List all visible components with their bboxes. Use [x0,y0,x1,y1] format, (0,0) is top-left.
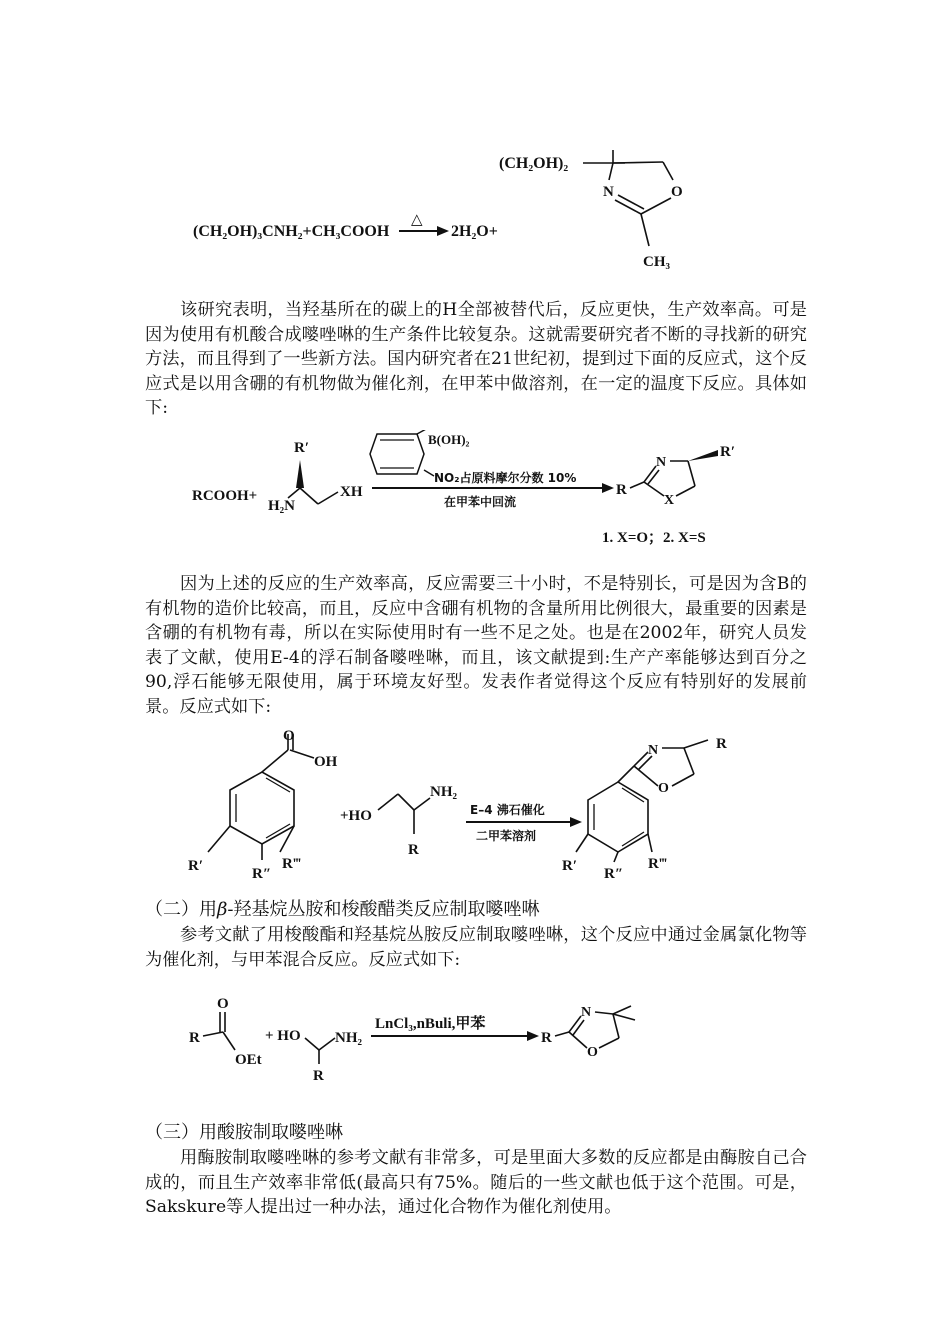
reaction-3-r3: R‴ [282,856,302,872]
reaction-3-bond [576,834,588,852]
reaction-3-product-ring [588,782,648,852]
reaction-2-r-prime: R′ [294,440,310,456]
reaction-4-aminoalcohol: + HO [265,1028,301,1044]
reaction-1-heat-symbol: △ [411,212,423,228]
reaction-2-product-r-prime: R′ [720,444,736,460]
reaction-3-ring-o: O [658,781,669,796]
reaction-3-bond [262,750,288,772]
reaction-3-bond [648,834,652,852]
reaction-4-product-r: R [541,1030,552,1046]
reaction-1-bond [613,162,663,163]
reaction-2-bond [417,430,428,434]
reaction-1-ring-n: N [603,184,614,200]
reaction-1-bond [663,162,673,180]
reaction-3-bond [634,752,648,766]
reaction-3-r2: R″ [252,866,272,882]
reaction-1-substituent: (CH₂OH)₂ [499,155,569,172]
reaction-3-product-r1: R′ [562,858,578,874]
reaction-3-solvent: 二甲苯溶剂 [476,829,537,843]
reaction-4-bond [569,1032,587,1048]
reaction-3-bond [618,766,634,782]
reaction-1-bond [615,200,641,214]
reaction-4-ring-o: O [587,1045,598,1060]
reaction-4-bond [203,1032,223,1036]
reaction-2-catalyst: NO₂占原料摩尔分数 10% [434,471,577,485]
reaction-scheme-4 [185,988,655,1088]
reaction-4-bond [573,1020,584,1035]
reaction-3-arrow-head [570,817,582,827]
reaction-4-bond [595,1012,613,1014]
reaction-3-hydroxyl: OH [314,754,338,770]
reaction-1-bond [609,163,613,180]
reaction-3-carbonyl-o: O [283,728,295,744]
reaction-3-product-r2: R″ [604,866,624,882]
reaction-2-bond [300,488,318,504]
reaction-1-bond [641,198,671,214]
reaction-2-bond [644,466,656,482]
reaction-4-ring-n: N [581,1005,592,1020]
reaction-3-bond [638,756,652,770]
reaction-3-bond [414,798,430,810]
reaction-2-boronic-acid: B(OH)₂ [428,432,470,447]
reaction-1-methyl: CH₃ [643,254,670,270]
reaction-3-bond [684,740,708,748]
reaction-2-drawing [190,430,750,550]
reaction-4-r: R [189,1030,200,1046]
reaction-4-bond [555,1032,569,1036]
reaction-2-bond [288,488,300,498]
reaction-3-r1: R′ [188,858,204,874]
reaction-2-bond [644,482,664,496]
reaction-4-amine: NH₂ [335,1030,362,1046]
reaction-3-bond [290,750,314,758]
section-heading-2 [145,898,540,922]
reaction-2-wedge-bond [688,450,718,461]
reaction-1-bond [618,195,644,209]
reaction-2-solvent: 在甲苯中回流 [444,495,517,509]
reaction-4-bond [613,1014,635,1020]
reaction-2-note: 1. X=O；2. X=S [602,530,706,546]
reaction-4-bond [613,1014,619,1038]
reaction-3-amine-r: R [408,842,419,858]
section-heading-2-prefix: （二）用 [145,899,217,920]
reaction-3-benzene-ring [230,772,294,844]
reaction-4-arrow-head [527,1031,539,1041]
reaction-2-bond [676,486,695,496]
reaction-3-bond [614,852,618,862]
reaction-4-bond [223,1032,235,1050]
section-heading-3: （三）用酸胺制取嘙唑啉 [145,1122,343,1143]
reaction-3-ring-r: R [716,736,727,752]
reaction-2-ring-n: N [656,455,667,470]
reaction-4-bond [613,1006,631,1014]
reaction-2-bond [630,482,644,488]
reaction-4-bond [305,1038,319,1050]
reaction-1-reactants: (CH₂OH)₃CNH₂+CH₃COOH [193,223,390,240]
reaction-scheme-1 [185,140,705,275]
reaction-2-bond [318,492,338,504]
reaction-1-arrow-head [437,226,449,236]
reaction-4-reagent: LnCl₃,nBuli,甲苯 [375,1016,486,1032]
reaction-2-product-r: R [616,482,627,498]
reaction-1-bond [641,214,649,246]
reaction-3-ring-n: N [648,743,659,758]
reaction-4-drawing [185,988,655,1088]
reaction-2-xh: XH [340,484,363,500]
section-heading-2-suffix: -羟基烷丛胺和梭酸醋类反应制取嘙唑啉 [227,899,540,920]
reaction-3-product-r3: R‴ [648,856,668,872]
reaction-2-acid: RCOOH+ [192,488,258,504]
reaction-3-bond [208,826,230,852]
reaction-2-ring-x: X [664,493,675,508]
reaction-scheme-2 [190,430,750,550]
reaction-2-bond [688,461,695,486]
reaction-3-bond [684,748,694,774]
reaction-3-bond [634,766,658,786]
reaction-3-catalyst: E–4 沸石催化 [470,803,545,817]
paragraph-1: 该研究表明，当羟基所在的碳上的H全部被替代后，反应更快，生产效率高。可是因为使用有机酸合成嘙唑啉的生产条件比较复杂。这就需要研究者不断的寻找新的研究方法，而且得到了一些新方法。国内研究者在21世纪初，提到过下面的反应式，这个反应式是以用含硼的有机物做为催化剂，在甲苯中做溶剂，在一定的温度下反应。具体如下: [145,300,807,419]
section-heading-2-beta: β [217,899,228,920]
reaction-4-bond [319,1038,335,1050]
reaction-4-carbonyl-o: O [217,996,229,1012]
reaction-2-wedge-bond [296,460,304,488]
reaction-2-bond [648,470,659,484]
reaction-3-amine: NH₂ [430,784,457,800]
paragraph-4: 用酶胺制取嘙唑啉的参考文献有非常多，可是里面大多数的反应都是由酶胺自己合成的，而且生产效率非常低(最高只有75%。随后的一些文献也低于这个范围。可是，Sakskure等人提出过一种办法，通过化合物作为催化剂使用。 [145,1148,807,1218]
reaction-4-bond [599,1038,619,1048]
reaction-4-ethoxy: OEt [235,1052,262,1068]
reaction-2-bond [424,470,434,476]
reaction-3-aminoalcohol: +HO [340,808,372,824]
reaction-1-ring-o: O [671,184,683,200]
reaction-2-amine: H₂N [268,498,295,514]
reaction-3-bond [672,774,694,786]
reaction-4-bond [569,1016,581,1032]
reaction-3-bond [398,794,414,810]
reaction-2-arrow-head [602,483,614,493]
reaction-4-amine-r: R [313,1068,324,1084]
reaction-1-water: 2H₂O+ [451,223,498,240]
reaction-3-drawing [178,728,748,888]
reaction-scheme-3 [178,728,748,888]
reaction-3-bond [378,794,398,810]
paragraph-2: 因为上述的反应的生产效率高，反应需要三十小时，不是特别长，可是因为含B的有机物的造价比较高，而且，反应中含硼有机物的含量所用比例很大，最重要的因素是含硼的有机物有毒，所以在实际使用时有一些不足之处。也是在2002年，研究人员发表了文献，使用E-4的浮石制备嘙唑啉，而且，该文献提到:生产产率能够达到百分之90,浮石能够无限使用，属于环境友好型。发表作者觉得这个反应有特别好的发展前景。反应式如下: [145,574,807,717]
reaction-1-drawing [185,140,705,275]
paragraph-3: 参考文献了用梭酸酯和羟基烷丛胺反应制取嘙唑啉，这个反应中通过金属氯化物等为催化剂，与甲苯混合反应。反应式如下: [145,925,807,970]
